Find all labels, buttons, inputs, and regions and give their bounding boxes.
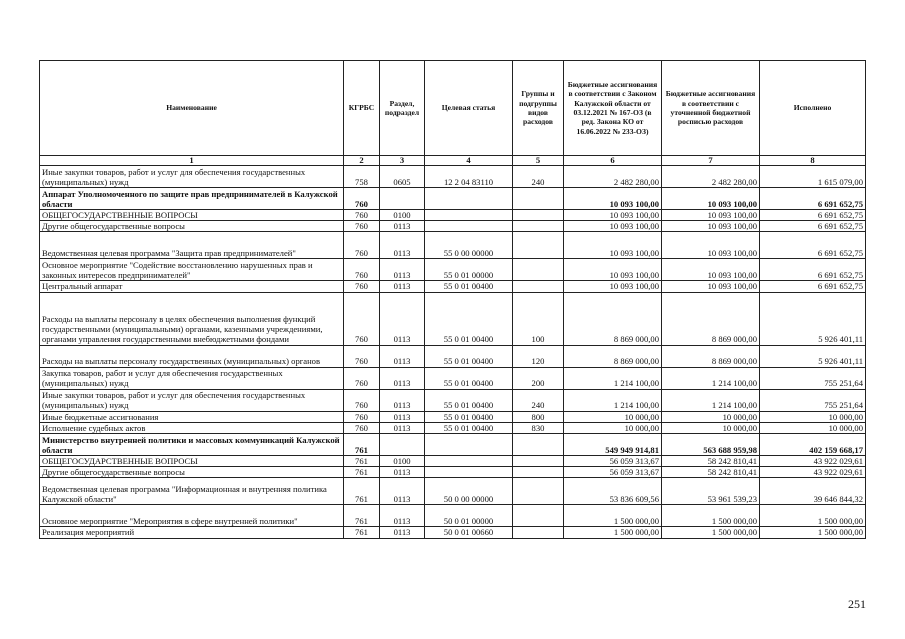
group-cell: [513, 456, 564, 467]
table-row: [40, 456, 866, 467]
table-row: [40, 281, 866, 292]
section-cell: 0113: [380, 411, 425, 422]
section-cell: 0113: [380, 221, 425, 232]
target-article-cell: 55 0 01 00000: [425, 259, 513, 281]
table-body: [40, 166, 866, 539]
refined-allocation-cell: 563 688 959,98: [662, 434, 760, 456]
group-cell: 240: [513, 166, 564, 188]
table-row: [40, 505, 866, 527]
section-cell: [380, 434, 425, 456]
column-number-row: [40, 156, 866, 166]
target-article-cell: 55 0 01 00400: [425, 281, 513, 292]
kgrbs-cell: 760: [344, 221, 380, 232]
target-article-cell: 50 0 01 00000: [425, 505, 513, 527]
kgrbs-cell: 760: [344, 389, 380, 411]
refined-allocation-cell: 53 961 539,23: [662, 478, 760, 505]
group-cell: [513, 221, 564, 232]
group-cell: [513, 210, 564, 221]
kgrbs-cell: 761: [344, 434, 380, 456]
target-article-cell: 55 0 01 00400: [425, 389, 513, 411]
target-article-cell: 50 0 00 00000: [425, 478, 513, 505]
refined-allocation-cell: 1 214 100,00: [662, 389, 760, 411]
executed-cell: 10 000,00: [760, 411, 866, 422]
section-cell: 0605: [380, 166, 425, 188]
group-cell: [513, 505, 564, 527]
header-section: Раздел, подраздел: [380, 61, 425, 156]
section-cell: 0100: [380, 456, 425, 467]
row-name-cell: Основное мероприятие "Содействие восстановлению нарушенных прав и законных интересов предпринимателей": [40, 259, 344, 281]
header-row: [40, 61, 866, 156]
executed-cell: 6 691 652,75: [760, 232, 866, 259]
table-row: [40, 434, 866, 456]
target-article-cell: 12 2 04 83110: [425, 166, 513, 188]
refined-allocation-cell: 1 500 000,00: [662, 527, 760, 538]
law-allocation-cell: 2 482 280,00: [564, 166, 662, 188]
law-allocation-cell: 10 093 100,00: [564, 188, 662, 210]
kgrbs-cell: 761: [344, 505, 380, 527]
table-row: [40, 166, 866, 188]
law-allocation-cell: 10 093 100,00: [564, 281, 662, 292]
group-cell: [513, 259, 564, 281]
table-row: [40, 527, 866, 538]
executed-cell: 6 691 652,75: [760, 188, 866, 210]
target-article-cell: [425, 188, 513, 210]
table-row: [40, 422, 866, 433]
table-row: [40, 188, 866, 210]
section-cell: 0113: [380, 505, 425, 527]
group-cell: 800: [513, 411, 564, 422]
target-article-cell: 55 0 00 00000: [425, 232, 513, 259]
table-row: [40, 345, 866, 367]
law-allocation-cell: 10 093 100,00: [564, 259, 662, 281]
refined-allocation-cell: 10 093 100,00: [662, 232, 760, 259]
executed-cell: 10 000,00: [760, 422, 866, 433]
table-row: [40, 210, 866, 221]
section-cell: 0113: [380, 292, 425, 345]
table-row: [40, 411, 866, 422]
column-number: 8: [760, 156, 866, 166]
refined-allocation-cell: 8 869 000,00: [662, 345, 760, 367]
table-row: [40, 467, 866, 478]
row-name-cell: Иные закупки товаров, работ и услуг для обеспечения государственных (муниципальных) нужд: [40, 389, 344, 411]
kgrbs-cell: 760: [344, 259, 380, 281]
group-cell: [513, 527, 564, 538]
kgrbs-cell: 758: [344, 166, 380, 188]
law-allocation-cell: 8 869 000,00: [564, 345, 662, 367]
section-cell: 0113: [380, 422, 425, 433]
executed-cell: 6 691 652,75: [760, 281, 866, 292]
row-name-cell: Другие общегосударственные вопросы: [40, 467, 344, 478]
section-cell: 0100: [380, 210, 425, 221]
kgrbs-cell: 760: [344, 210, 380, 221]
group-cell: 120: [513, 345, 564, 367]
section-cell: 0113: [380, 478, 425, 505]
executed-cell: 1 500 000,00: [760, 505, 866, 527]
refined-allocation-cell: 58 242 810,41: [662, 456, 760, 467]
target-article-cell: [425, 456, 513, 467]
row-name-cell: Реализация мероприятий: [40, 527, 344, 538]
table-row: [40, 292, 866, 345]
refined-allocation-cell: 2 482 280,00: [662, 166, 760, 188]
executed-cell: 43 922 029,61: [760, 467, 866, 478]
row-name-cell: ОБЩЕГОСУДАРСТВЕННЫЕ ВОПРОСЫ: [40, 456, 344, 467]
header-target-article: Целевая статья: [425, 61, 513, 156]
row-name-cell: Ведомственная целевая программа "Информационная и внутренняя политика Калужской области": [40, 478, 344, 505]
law-allocation-cell: 10 093 100,00: [564, 221, 662, 232]
column-number: 5: [513, 156, 564, 166]
table-row: [40, 259, 866, 281]
section-cell: 0113: [380, 259, 425, 281]
kgrbs-cell: 760: [344, 367, 380, 389]
budget-table: [39, 60, 866, 539]
row-name-cell: Аппарат Уполномоченного по защите прав предпринимателей в Калужской области: [40, 188, 344, 210]
target-article-cell: [425, 467, 513, 478]
refined-allocation-cell: 10 000,00: [662, 411, 760, 422]
refined-allocation-cell: 8 869 000,00: [662, 292, 760, 345]
group-cell: 240: [513, 389, 564, 411]
section-cell: 0113: [380, 232, 425, 259]
row-name-cell: Центральный аппарат: [40, 281, 344, 292]
kgrbs-cell: 761: [344, 478, 380, 505]
executed-cell: 6 691 652,75: [760, 221, 866, 232]
refined-allocation-cell: 10 093 100,00: [662, 210, 760, 221]
header-kgrbs: КГРБС: [344, 61, 380, 156]
target-article-cell: 55 0 01 00400: [425, 367, 513, 389]
table-row: [40, 367, 866, 389]
row-name-cell: Закупка товаров, работ и услуг для обеспечения государственных (муниципальных) нужд: [40, 367, 344, 389]
executed-cell: 5 926 401,11: [760, 345, 866, 367]
row-name-cell: Иные бюджетные ассигнования: [40, 411, 344, 422]
refined-allocation-cell: 58 242 810,41: [662, 467, 760, 478]
target-article-cell: 50 0 01 00660: [425, 527, 513, 538]
target-article-cell: [425, 434, 513, 456]
section-cell: 0113: [380, 345, 425, 367]
row-name-cell: ОБЩЕГОСУДАРСТВЕННЫЕ ВОПРОСЫ: [40, 210, 344, 221]
row-name-cell: Основное мероприятие "Мероприятия в сфере внутренней политики": [40, 505, 344, 527]
table-row: [40, 478, 866, 505]
group-cell: [513, 232, 564, 259]
row-name-cell: Ведомственная целевая программа "Защита прав предпринимателей": [40, 232, 344, 259]
section-cell: 0113: [380, 527, 425, 538]
page-number: 251: [848, 597, 866, 611]
kgrbs-cell: 760: [344, 422, 380, 433]
refined-allocation-cell: 10 000,00: [662, 422, 760, 433]
column-number: 3: [380, 156, 425, 166]
law-allocation-cell: 56 059 313,67: [564, 456, 662, 467]
kgrbs-cell: 760: [344, 281, 380, 292]
law-allocation-cell: 10 000,00: [564, 422, 662, 433]
section-cell: [380, 188, 425, 210]
executed-cell: 5 926 401,11: [760, 292, 866, 345]
group-cell: [513, 467, 564, 478]
law-allocation-cell: 1 500 000,00: [564, 505, 662, 527]
row-name-cell: Расходы на выплаты персоналу государственных (муниципальных) органов: [40, 345, 344, 367]
law-allocation-cell: 1 214 100,00: [564, 367, 662, 389]
target-article-cell: [425, 210, 513, 221]
refined-allocation-cell: 10 093 100,00: [662, 188, 760, 210]
group-cell: [513, 434, 564, 456]
kgrbs-cell: 760: [344, 188, 380, 210]
section-cell: 0113: [380, 389, 425, 411]
law-allocation-cell: 53 836 609,56: [564, 478, 662, 505]
target-article-cell: 55 0 01 00400: [425, 292, 513, 345]
column-number: 2: [344, 156, 380, 166]
target-article-cell: 55 0 01 00400: [425, 345, 513, 367]
law-allocation-cell: 8 869 000,00: [564, 292, 662, 345]
column-number: 4: [425, 156, 513, 166]
law-allocation-cell: 56 059 313,67: [564, 467, 662, 478]
law-allocation-cell: 10 093 100,00: [564, 210, 662, 221]
executed-cell: 755 251,64: [760, 389, 866, 411]
row-name-cell: Расходы на выплаты персоналу в целях обеспечения выполнения функций государственными (муниципальными) органами, казенными учреждениями, органами управления государственными внебюджетными фондами: [40, 292, 344, 345]
executed-cell: 6 691 652,75: [760, 210, 866, 221]
target-article-cell: 55 0 01 00400: [425, 422, 513, 433]
header-groups: Группы и подгруппы видов расходов: [513, 61, 564, 156]
header-executed: Исполнено: [760, 61, 866, 156]
kgrbs-cell: 761: [344, 456, 380, 467]
row-name-cell: Исполнение судебных актов: [40, 422, 344, 433]
target-article-cell: 55 0 01 00400: [425, 411, 513, 422]
executed-cell: 39 646 844,32: [760, 478, 866, 505]
section-cell: 0113: [380, 467, 425, 478]
section-cell: 0113: [380, 367, 425, 389]
row-name-cell: Иные закупки товаров, работ и услуг для обеспечения государственных (муниципальных) нужд: [40, 166, 344, 188]
header-name: Наименование: [40, 61, 344, 156]
law-allocation-cell: 1 214 100,00: [564, 389, 662, 411]
column-number: 7: [662, 156, 760, 166]
header-refined-allocations: Бюджетные ассигнования в соответствии с уточненной бюджетной росписью расходов: [662, 61, 760, 156]
refined-allocation-cell: 10 093 100,00: [662, 221, 760, 232]
refined-allocation-cell: 10 093 100,00: [662, 281, 760, 292]
group-cell: [513, 281, 564, 292]
law-allocation-cell: 549 949 914,81: [564, 434, 662, 456]
executed-cell: 1 615 079,00: [760, 166, 866, 188]
column-number: 6: [564, 156, 662, 166]
row-name-cell: Министерство внутренней политики и массовых коммуникаций Калужской области: [40, 434, 344, 456]
kgrbs-cell: 761: [344, 527, 380, 538]
row-name-cell: Другие общегосударственные вопросы: [40, 221, 344, 232]
refined-allocation-cell: 1 500 000,00: [662, 505, 760, 527]
column-number: 1: [40, 156, 344, 166]
group-cell: 200: [513, 367, 564, 389]
law-allocation-cell: 10 000,00: [564, 411, 662, 422]
table-row: [40, 221, 866, 232]
table-row: [40, 389, 866, 411]
kgrbs-cell: 760: [344, 345, 380, 367]
header-law-allocations: Бюджетные ассигнования в соответствии с Законом Калужской области от 03.12.2021 № 167-ОЗ (в ред. Закона КО от 16.06.2022 № 233-ОЗ): [564, 61, 662, 156]
executed-cell: 402 159 668,17: [760, 434, 866, 456]
group-cell: [513, 188, 564, 210]
kgrbs-cell: 760: [344, 232, 380, 259]
group-cell: 830: [513, 422, 564, 433]
target-article-cell: [425, 221, 513, 232]
executed-cell: 1 500 000,00: [760, 527, 866, 538]
executed-cell: 755 251,64: [760, 367, 866, 389]
law-allocation-cell: 1 500 000,00: [564, 527, 662, 538]
section-cell: 0113: [380, 281, 425, 292]
executed-cell: 43 922 029,61: [760, 456, 866, 467]
kgrbs-cell: 760: [344, 411, 380, 422]
law-allocation-cell: 10 093 100,00: [564, 232, 662, 259]
group-cell: 100: [513, 292, 564, 345]
refined-allocation-cell: 10 093 100,00: [662, 259, 760, 281]
group-cell: [513, 478, 564, 505]
kgrbs-cell: 760: [344, 292, 380, 345]
table-row: [40, 232, 866, 259]
executed-cell: 6 691 652,75: [760, 259, 866, 281]
kgrbs-cell: 761: [344, 467, 380, 478]
refined-allocation-cell: 1 214 100,00: [662, 367, 760, 389]
